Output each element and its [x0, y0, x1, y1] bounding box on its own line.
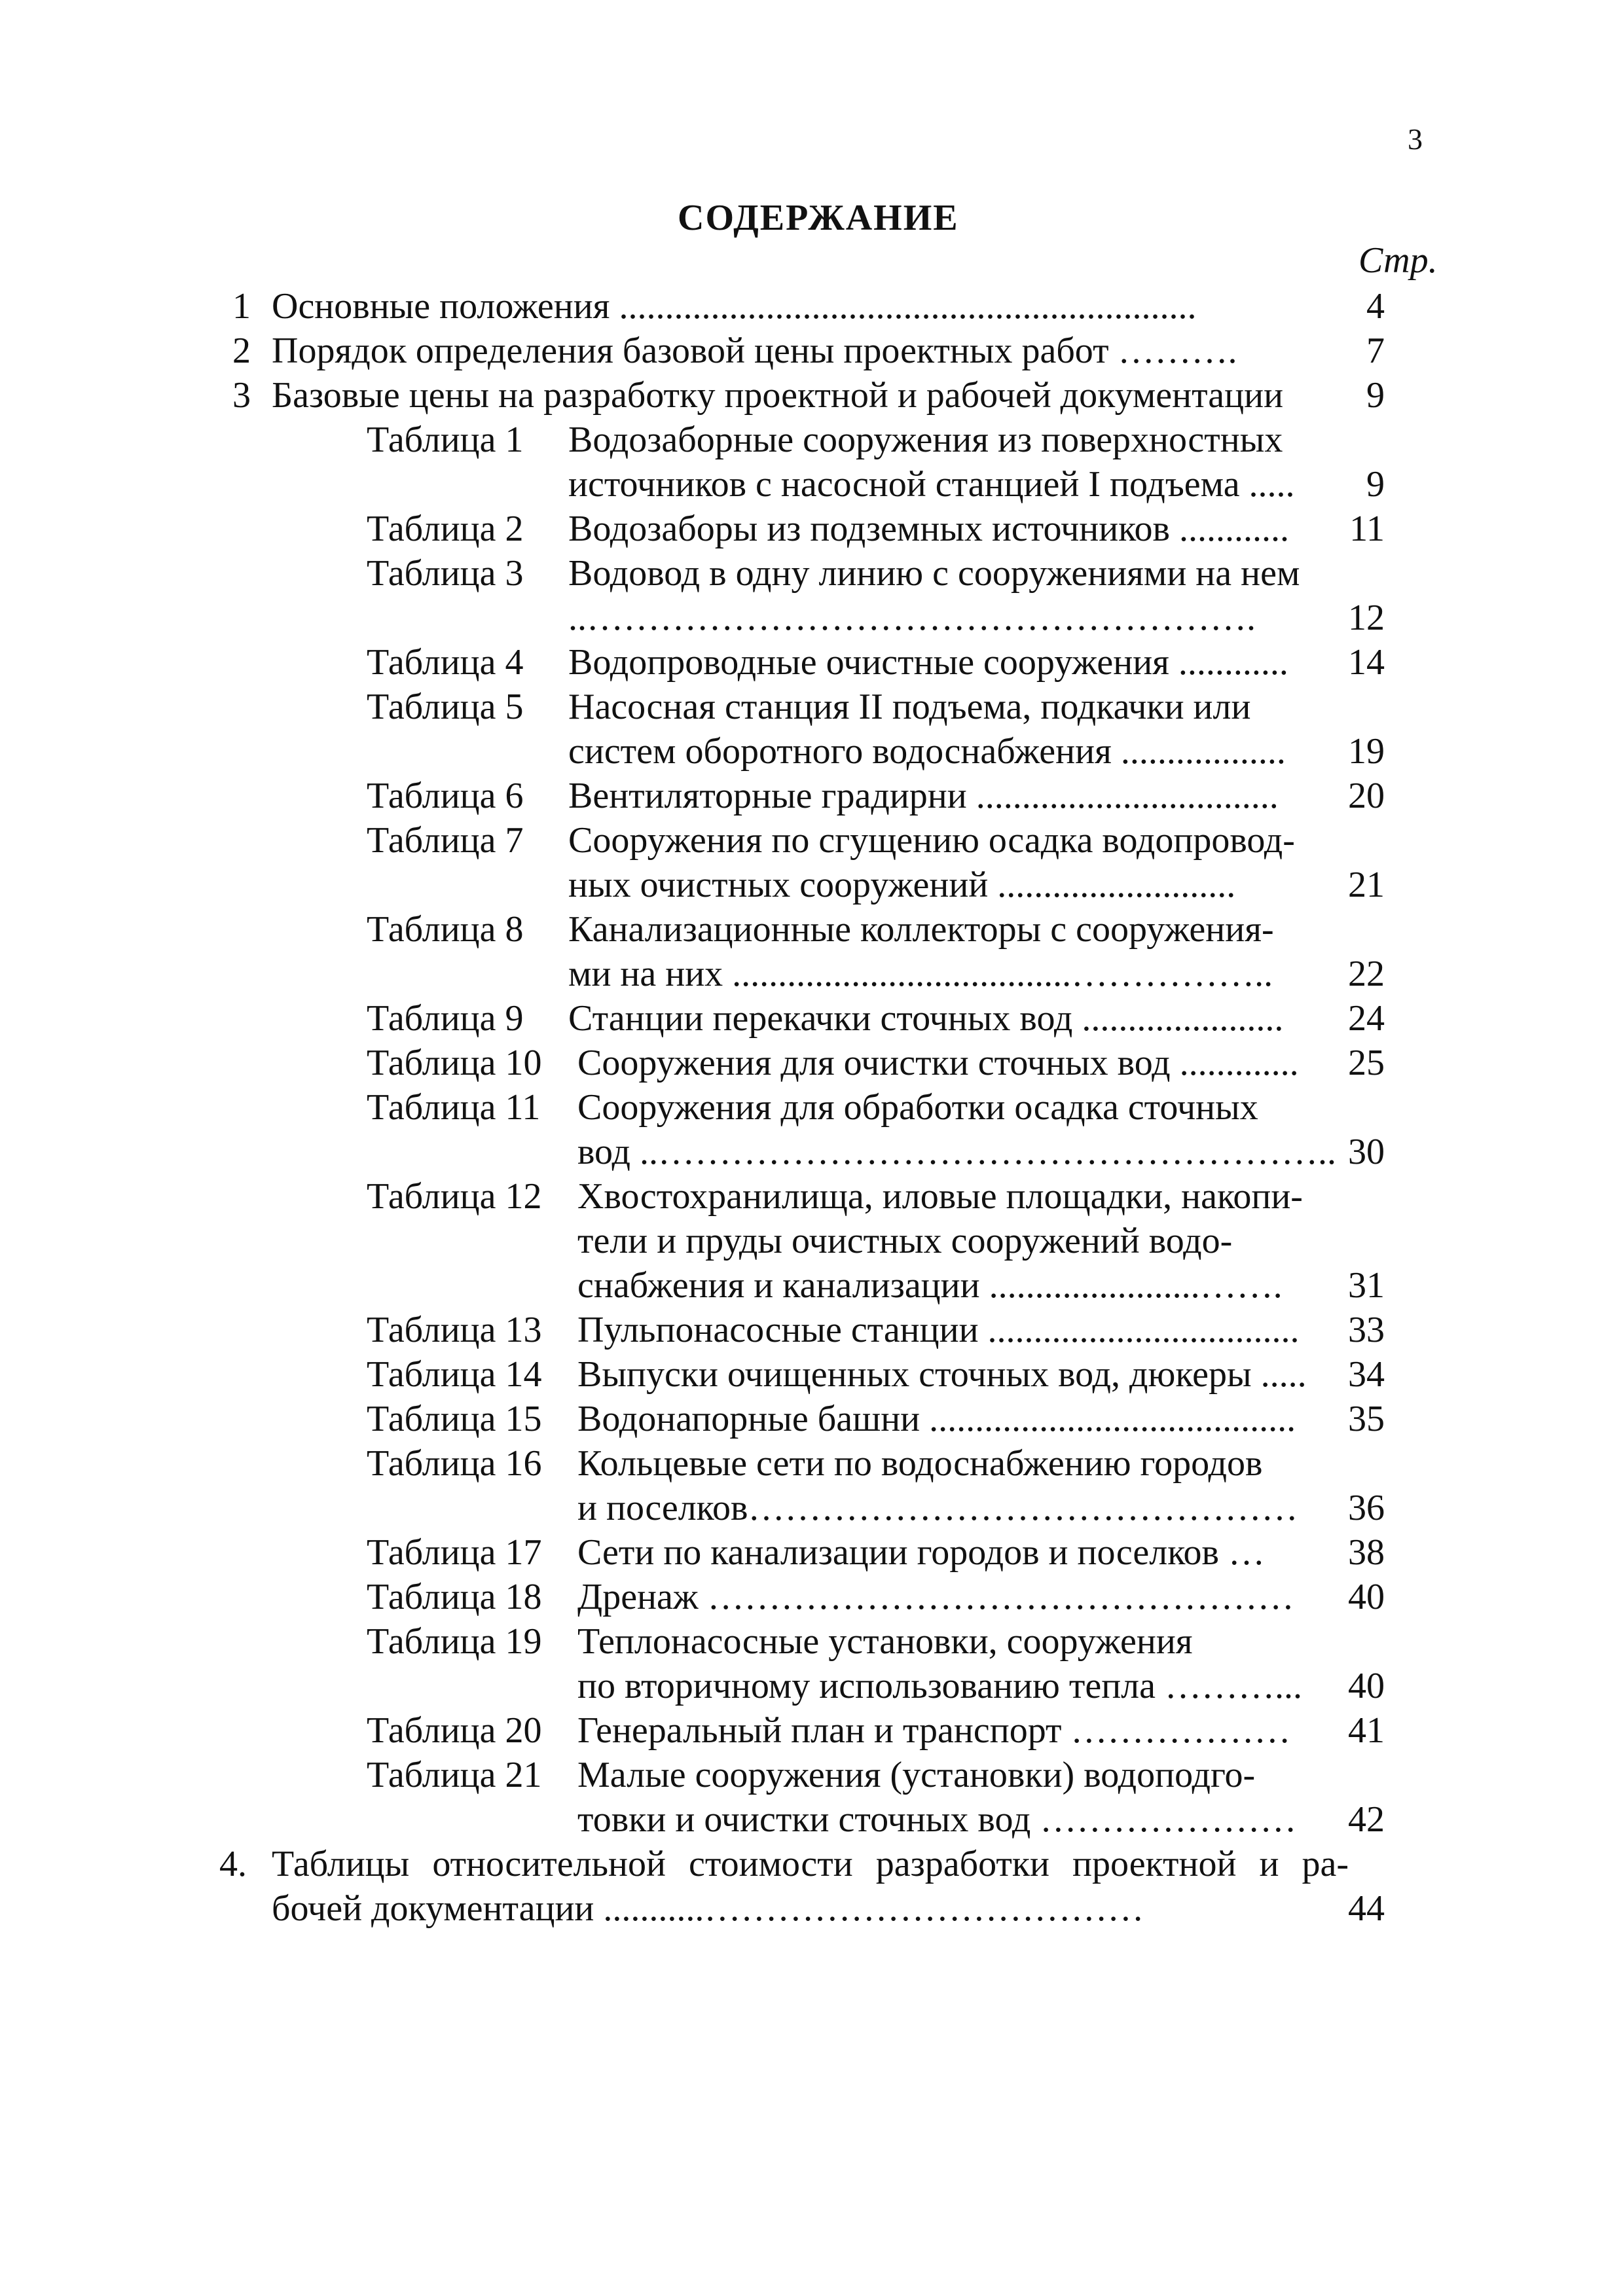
toc-table-label: Таблица 17	[367, 1532, 542, 1573]
toc-table-title-line: Водозаборы из подземных источников ............	[568, 509, 1289, 549]
toc-section-title: Порядок определения базовой цены проектных работ ……….	[272, 331, 1237, 371]
toc-table-title-line: Водонапорные башни ........................................	[577, 1399, 1296, 1439]
toc-page-number: 42	[1348, 1799, 1385, 1840]
toc-table-label: Таблица 3	[367, 553, 524, 594]
toc-table-label: Таблица 16	[367, 1443, 542, 1484]
toc-page-number: 9	[1366, 464, 1385, 505]
toc-table-label: Таблица 12	[367, 1176, 542, 1217]
toc-page-number: 22	[1348, 954, 1385, 994]
toc-table-title-line: ных очистных сооружений ..........................	[568, 865, 1236, 905]
toc-table-title-line: Сооружения по сгущению осадка водопровод-	[568, 820, 1295, 861]
toc-page-number: 41	[1348, 1710, 1385, 1751]
toc-section-title: Базовые цены на разработку проектной и рабочей документации	[272, 375, 1284, 416]
toc-table-title-line: Дренаж …………………………………………	[577, 1577, 1294, 1617]
toc-table-label: Таблица 8	[367, 909, 524, 950]
toc-table-title-line: по вторичному использованию тепла ………...	[577, 1666, 1302, 1706]
toc-table-label: Таблица 6	[367, 776, 524, 816]
toc-table-title-line: Генеральный план и транспорт ………………	[577, 1710, 1291, 1751]
toc-table-title-line: Станции перекачки сточных вод ......................	[568, 998, 1284, 1039]
toc-table-title-line: ми на них .....................................……………..	[568, 954, 1273, 994]
toc-page-number: 31	[1348, 1265, 1385, 1306]
toc-table-label: Таблица 21	[367, 1755, 542, 1795]
toc-table-title-line: товки и очистки сточных вод …………………	[577, 1799, 1297, 1840]
page-column-label: Стр.	[1359, 240, 1438, 281]
toc-page-number: 36	[1348, 1488, 1385, 1528]
toc-table-title-line: Хвостохранилища, иловые площадки, накопи-	[577, 1176, 1303, 1217]
toc-table-title-line: Сооружения для обработки осадка сточных	[577, 1087, 1258, 1128]
toc-page-number: 34	[1348, 1354, 1385, 1395]
toc-title: СОДЕРЖАНИЕ	[678, 198, 959, 238]
toc-page-number: 33	[1348, 1310, 1385, 1350]
toc-table-title-line: и поселков………………………………………	[577, 1488, 1298, 1528]
toc-page-number: 44	[1348, 1888, 1385, 1929]
toc-table-title-line: снабжения и канализации .......................…….	[577, 1265, 1283, 1306]
toc-page-number: 30	[1348, 1132, 1385, 1172]
toc-table-label: Таблица 4	[367, 642, 524, 683]
toc-table-title-line: Выпуски очищенных сточных вод, дюкеры .....	[577, 1354, 1307, 1395]
toc-section-number: 4.	[219, 1844, 247, 1884]
toc-table-label: Таблица 10	[367, 1043, 542, 1083]
toc-page-number: 40	[1348, 1666, 1385, 1706]
toc-table-label: Таблица 13	[367, 1310, 542, 1350]
toc-section-title: Основные положения ...............................................................	[272, 286, 1197, 327]
toc-table-title-line: систем оборотного водоснабжения ..................	[568, 731, 1286, 772]
toc-page-number: 35	[1348, 1399, 1385, 1439]
toc-section-title: Таблицы относительной стоимости разработки проектной и ра-	[272, 1844, 1349, 1884]
toc-page-number: 19	[1348, 731, 1385, 772]
toc-page-number: 14	[1348, 642, 1385, 683]
toc-table-title-line: Насосная станция II подъема, подкачки или	[568, 687, 1251, 727]
toc-table-label: Таблица 1	[367, 420, 524, 460]
toc-page-number: 24	[1348, 998, 1385, 1039]
toc-page-number: 7	[1366, 331, 1385, 371]
toc-table-title-line: Канализационные коллекторы с сооружения-	[568, 909, 1274, 950]
toc-table-label: Таблица 7	[367, 820, 524, 861]
toc-section-number: 1	[232, 286, 251, 327]
toc-table-label: Таблица 9	[367, 998, 524, 1039]
toc-table-title-line: источников с насосной станцией I подъема .....	[568, 464, 1295, 505]
toc-table-title-line: Сети по канализации городов и поселков …	[577, 1532, 1265, 1573]
toc-table-title-line: Сооружения для очистки сточных вод .............	[577, 1043, 1299, 1083]
toc-table-label: Таблица 14	[367, 1354, 542, 1395]
toc-page-number: 20	[1348, 776, 1385, 816]
toc-page-number: 11	[1349, 509, 1385, 549]
toc-section-number: 2	[232, 331, 251, 371]
toc-table-title-line: Вентиляторные градирни .................................	[568, 776, 1279, 816]
toc-table-title-line: Кольцевые сети по водоснабжению городов	[577, 1443, 1263, 1484]
toc-table-label: Таблица 19	[367, 1621, 542, 1662]
toc-table-title-line: тели и пруды очистных сооружений водо-	[577, 1221, 1233, 1261]
toc-page-number: 25	[1348, 1043, 1385, 1083]
toc-table-label: Таблица 18	[367, 1577, 542, 1617]
toc-page-number: 40	[1348, 1577, 1385, 1617]
toc-table-title-line: Водовод в одну линию с сооружениями на нем	[568, 553, 1300, 594]
toc-page-number: 12	[1348, 598, 1385, 638]
toc-table-label: Таблица 2	[367, 509, 524, 549]
toc-table-label: Таблица 11	[367, 1087, 541, 1128]
toc-table-label: Таблица 5	[367, 687, 524, 727]
toc-table-title-line: Пульпонасосные станции ..................................	[577, 1310, 1300, 1350]
toc-table-title-line: Теплонасосные установки, сооружения	[577, 1621, 1193, 1662]
toc-section-title: бочей документации ...........………………………………	[272, 1888, 1144, 1929]
toc-page-number: 21	[1348, 865, 1385, 905]
toc-section-number: 3	[232, 375, 251, 416]
toc-table-title-line: вод ..………………………………………………..	[577, 1132, 1336, 1172]
toc-page-number: 4	[1366, 286, 1385, 327]
toc-table-label: Таблица 20	[367, 1710, 542, 1751]
page-number: 3	[1408, 122, 1423, 156]
toc-table-title-line: ..……………………………………………….	[568, 598, 1256, 638]
toc-table-title-line: Малые сооружения (установки) водоподго-	[577, 1755, 1256, 1795]
toc-table-title-line: Водозаборные сооружения из поверхностных	[568, 420, 1283, 460]
toc-page-number: 38	[1348, 1532, 1385, 1573]
toc-page-number: 9	[1366, 375, 1385, 416]
toc-table-label: Таблица 15	[367, 1399, 542, 1439]
toc-table-title-line: Водопроводные очистные сооружения ............	[568, 642, 1288, 683]
